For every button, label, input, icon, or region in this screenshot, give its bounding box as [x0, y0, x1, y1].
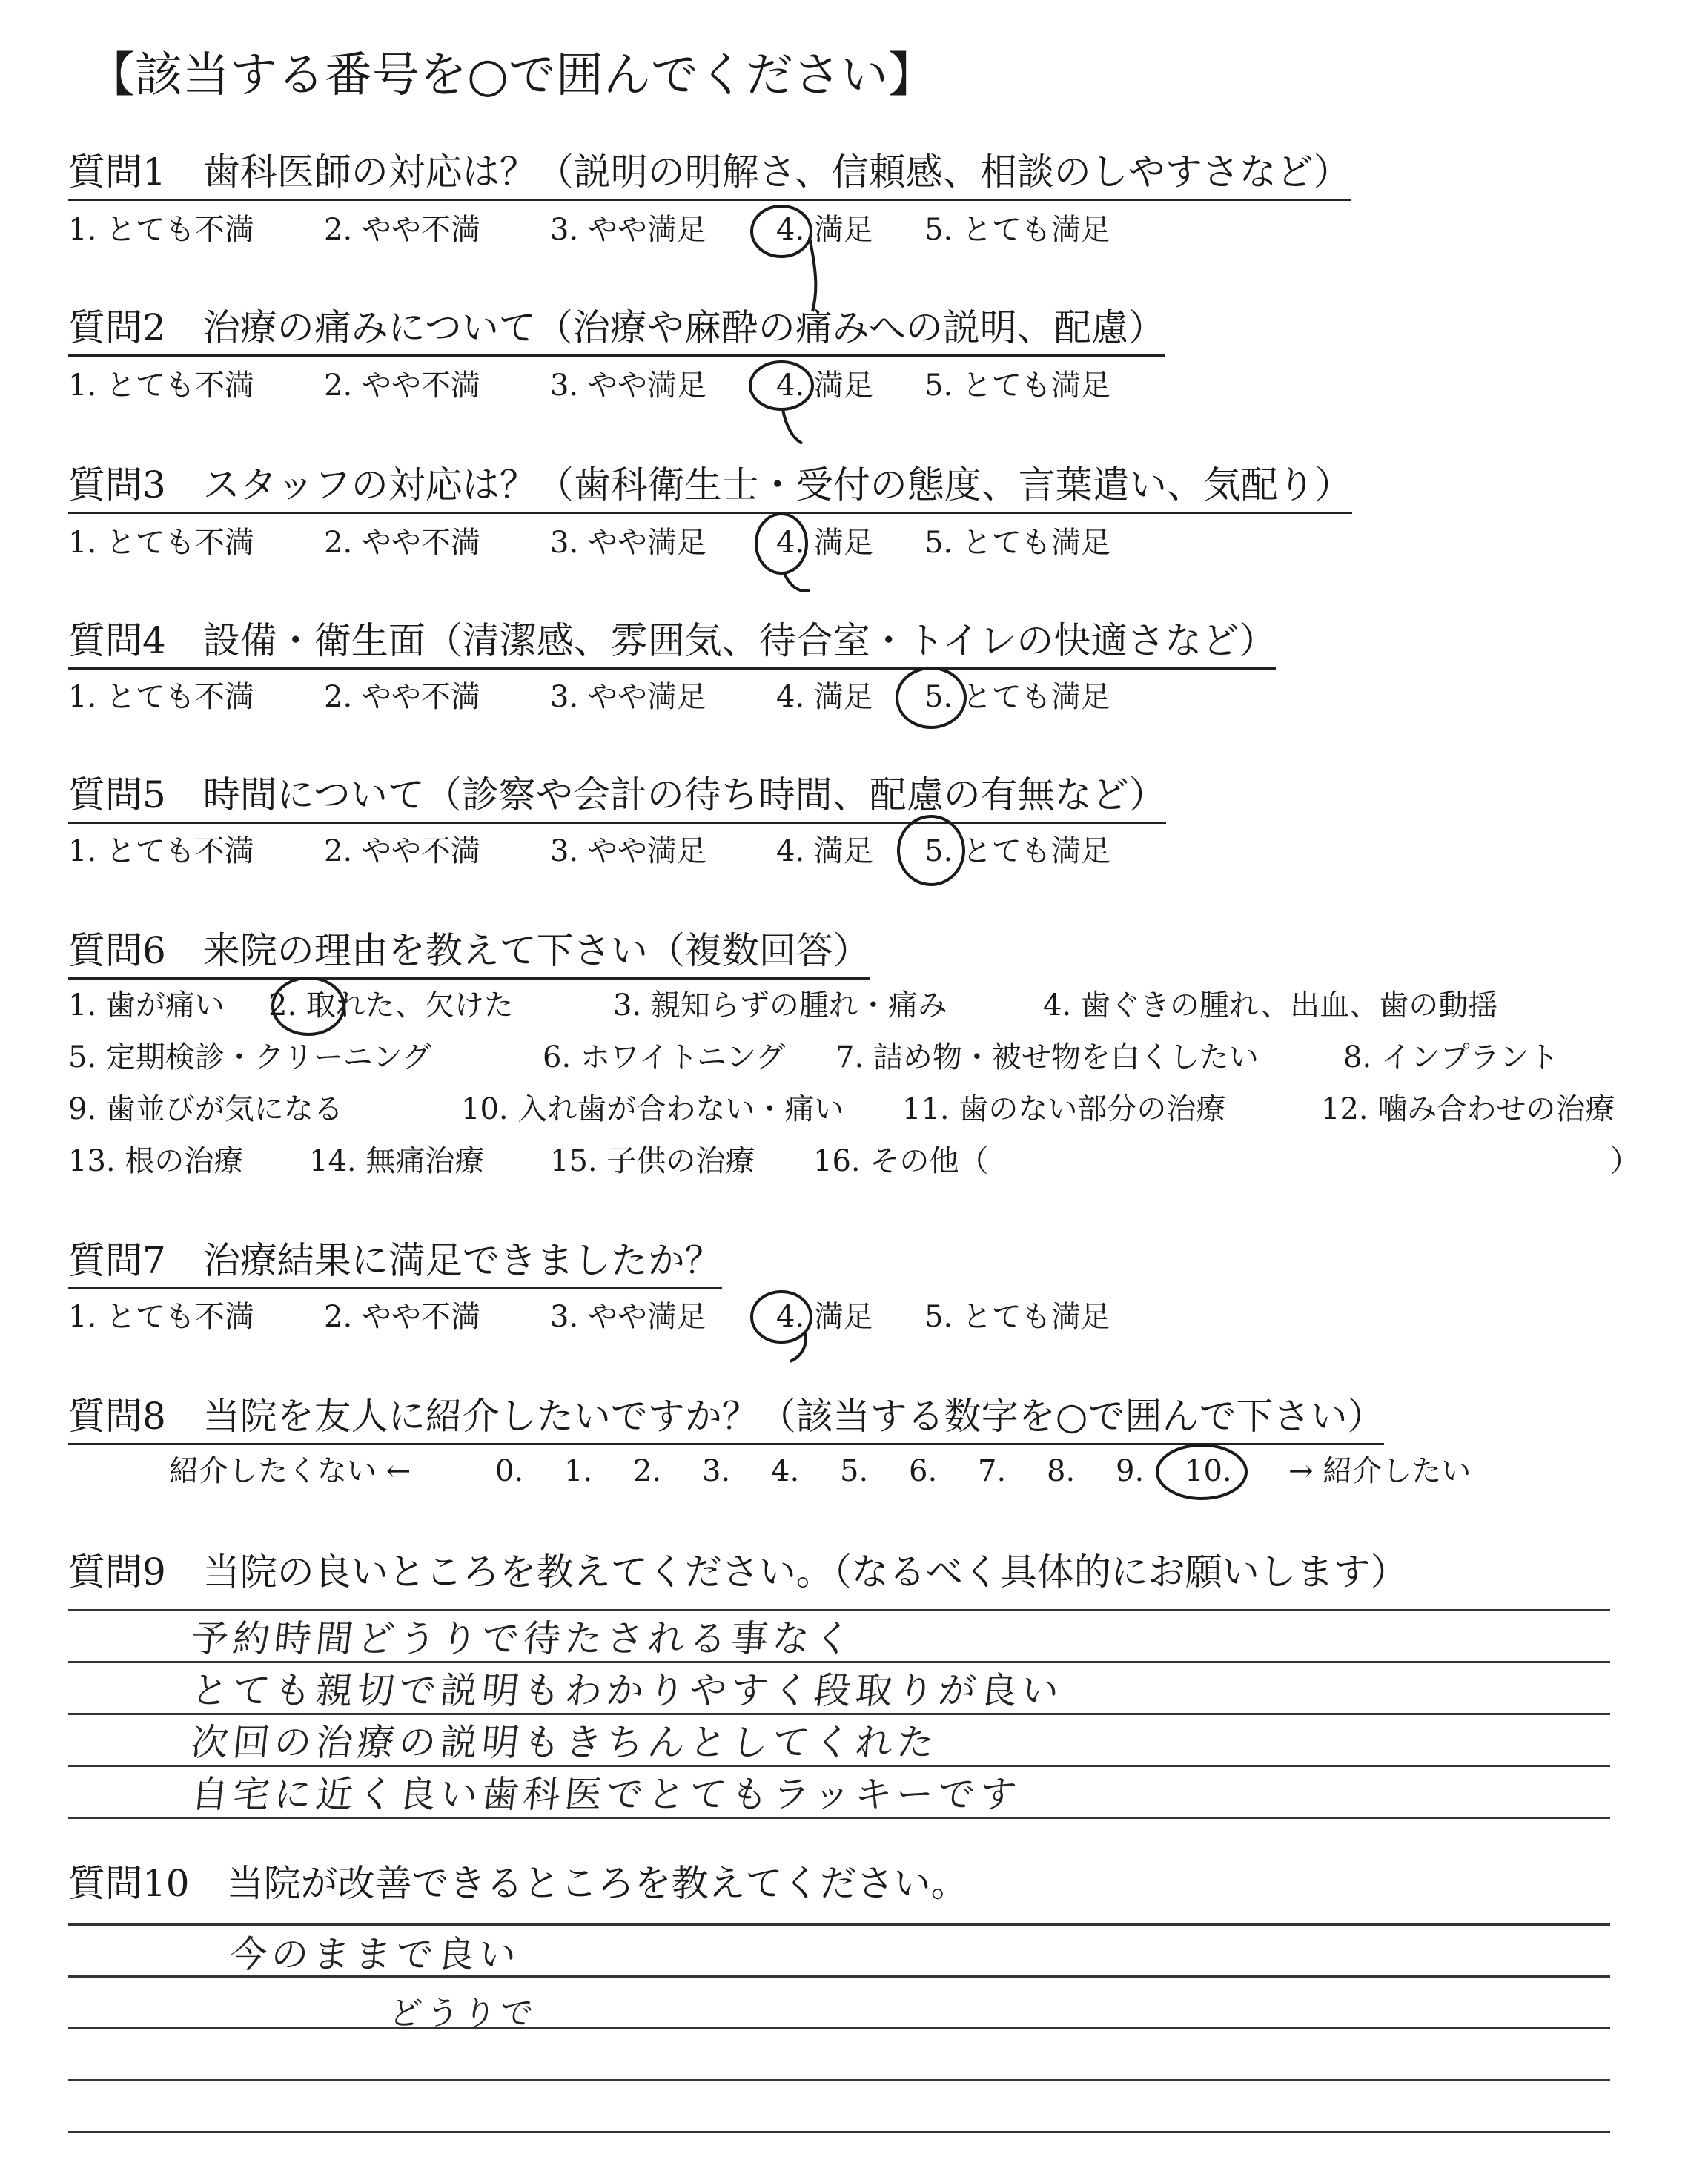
question-5-options: [68, 830, 1110, 872]
q10-answer-line-1: [68, 1923, 1610, 1926]
q6-option-14[interactable]: 14. 無痛治療: [309, 1144, 485, 1178]
q4-option-4[interactable]: 4. 満足: [776, 680, 873, 714]
q1-option-4[interactable]: 4. 満足: [776, 213, 873, 247]
q3-option-4[interactable]: 4. 満足: [776, 526, 873, 560]
question-5-label: 質問5 時間について（診察や会計の待ち時間、配慮の有無など）: [68, 771, 1166, 824]
q6-other-close: ）: [1610, 1144, 1640, 1178]
q8-right-label: → 紹介したい: [1288, 1454, 1472, 1488]
q6-option-6[interactable]: 6. ホワイトニング: [543, 1040, 786, 1074]
q10-answer-line-5: [68, 2131, 1610, 2133]
q7-option-4[interactable]: 4. 満足: [776, 1300, 873, 1334]
q8-score-8[interactable]: 8.: [1047, 1454, 1076, 1488]
q10-answer-line-4: [68, 2079, 1610, 2081]
q6-option-11[interactable]: 11. 歯のない部分の治療: [902, 1092, 1226, 1126]
question-7-label: 質問7 治療結果に満足できましたか？: [68, 1237, 722, 1289]
q1-option-5[interactable]: 5. とても満足: [924, 213, 1110, 247]
q8-score-6[interactable]: 6.: [909, 1454, 938, 1488]
q5-option-3[interactable]: 3. やや満足: [550, 834, 706, 868]
q8-left-label: 紹介したくない ←: [169, 1454, 411, 1488]
q6-option-9[interactable]: 9. 歯並びが気になる: [68, 1092, 343, 1126]
q5-option-1[interactable]: 1. とても不満: [68, 834, 254, 868]
question-3-options: [68, 522, 1110, 564]
q8-score-4[interactable]: 4.: [771, 1454, 800, 1488]
q2-option-5[interactable]: 5. とても満足: [924, 369, 1110, 403]
question-10-label: 質問10 当院が改善できるところを教えてください。: [68, 1862, 968, 1905]
question-1-label: 質問1 歯科医師の対応は？（説明の明解さ、信頼感、相談のしやすさなど）: [68, 148, 1351, 201]
q8-score-0[interactable]: 0.: [495, 1454, 524, 1488]
q9-handwritten-3: 次回の治療の説明もきちんとしてくれた: [188, 1721, 941, 1764]
q6-option-16[interactable]: 16. その他（: [813, 1144, 989, 1178]
q7-option-1[interactable]: 1. とても不満: [68, 1300, 254, 1334]
q10-handwritten-1: 今のままで良い: [227, 1933, 523, 1976]
q10-answer-line-3: [68, 2027, 1610, 2029]
question-4-options: [68, 676, 1110, 718]
q6-option-5[interactable]: 5. 定期検診・クリーニング: [68, 1040, 432, 1074]
q6-option-4[interactable]: 4. 歯ぐきの腫れ、出血、歯の動揺: [1043, 988, 1498, 1023]
q9-handwritten-2: とても親切で説明もわかりやすく段取りが良い: [188, 1669, 1066, 1712]
q1-option-1[interactable]: 1. とても不満: [68, 213, 254, 247]
q1-option-3[interactable]: 3. やや満足: [550, 213, 706, 247]
question-4-label: 質問4 設備・衛生面（清潔感、雰囲気、待合室・トイレの快適さなど）: [68, 617, 1276, 670]
q6-row-2: [68, 1037, 1559, 1078]
q8-score-3[interactable]: 3.: [702, 1454, 731, 1488]
q9-answer-line-2: [68, 1661, 1610, 1663]
page-title: 【該当する番号を○で囲んでください】: [87, 48, 936, 103]
q3-option-5[interactable]: 5. とても満足: [924, 526, 1110, 560]
q9-answer-line-3: [68, 1713, 1610, 1715]
q10-handwritten-2: どうりで: [387, 1995, 540, 2032]
q9-answer-line-1: [68, 1609, 1610, 1611]
q6-option-2[interactable]: 2. 取れた、欠けた: [268, 988, 514, 1023]
question-2-label: 質問2 治療の痛みについて（治療や麻酔の痛みへの説明、配慮）: [68, 304, 1165, 357]
q2-option-4[interactable]: 4. 満足: [776, 369, 873, 403]
q8-score-9[interactable]: 9.: [1116, 1454, 1145, 1488]
q6-row-1: [68, 985, 1497, 1026]
q2-option-2[interactable]: 2. やや不満: [324, 369, 480, 403]
q6-option-7[interactable]: 7. 詰め物・被せ物を白くしたい: [835, 1040, 1259, 1074]
q9-answer-line-4: [68, 1765, 1610, 1767]
q8-score-5[interactable]: 5.: [840, 1454, 869, 1488]
q7-option-2[interactable]: 2. やや不満: [324, 1300, 480, 1334]
q6-row-4: [68, 1140, 988, 1182]
q8-scale-row: [169, 1450, 1471, 1492]
q5-option-4[interactable]: 4. 満足: [776, 834, 873, 868]
question-6-label: 質問6 来院の理由を教えて下さい（複数回答）: [68, 927, 870, 980]
q8-score-2[interactable]: 2.: [633, 1454, 662, 1488]
q7-option-3[interactable]: 3. やや満足: [550, 1300, 706, 1334]
question-8-label: 質問8 当院を友人に紹介したいですか？（該当する数字を○で囲んで下さい）: [68, 1393, 1384, 1445]
question-9-label: 質問9 当院の良いところを教えてください。（なるべく具体的にお願いします）: [68, 1550, 1408, 1593]
q8-score-10[interactable]: 10.: [1185, 1454, 1232, 1488]
question-1-options: [68, 209, 1110, 251]
q5-option-2[interactable]: 2. やや不満: [324, 834, 480, 868]
q6-option-15[interactable]: 15. 子供の治療: [550, 1144, 755, 1178]
q6-option-8[interactable]: 8. インプラント: [1343, 1040, 1559, 1074]
q6-option-1[interactable]: 1. 歯が痛い: [68, 988, 225, 1023]
q2-option-1[interactable]: 1. とても不満: [68, 369, 254, 403]
q7-option-5[interactable]: 5. とても満足: [924, 1300, 1110, 1334]
q6-option-10[interactable]: 10. 入れ歯が合わない・痛い: [461, 1092, 844, 1126]
q4-option-3[interactable]: 3. やや満足: [550, 680, 706, 714]
q6-option-3[interactable]: 3. 親知らずの腫れ・痛み: [613, 988, 947, 1023]
q6-option-13[interactable]: 13. 根の治療: [68, 1144, 244, 1178]
question-7-options: [68, 1296, 1110, 1338]
q9-handwritten-4: 自宅に近く良い歯科医でとてもラッキーです: [188, 1773, 1024, 1816]
q6-option-12[interactable]: 12. 噛み合わせの治療: [1321, 1092, 1615, 1126]
question-2-options: [68, 365, 1110, 406]
q4-option-5[interactable]: 5. とても満足: [924, 680, 1110, 714]
q3-option-2[interactable]: 2. やや不満: [324, 526, 480, 560]
q8-score-1[interactable]: 1.: [564, 1454, 593, 1488]
q8-score-7[interactable]: 7.: [978, 1454, 1007, 1488]
q1-option-2[interactable]: 2. やや不満: [324, 213, 480, 247]
q9-answer-line-5: [68, 1817, 1610, 1819]
q3-option-3[interactable]: 3. やや満足: [550, 526, 706, 560]
q6-row-3: [68, 1089, 1615, 1130]
q9-handwritten-1: 予約時間どうりで待たされる事なく: [188, 1617, 858, 1660]
q3-option-1[interactable]: 1. とても不満: [68, 526, 254, 560]
q5-option-5[interactable]: 5. とても満足: [924, 834, 1110, 868]
q2-option-3[interactable]: 3. やや満足: [550, 369, 706, 403]
question-3-label: 質問3 スタッフの対応は？（歯科衛生士・受付の態度、言葉遣い、気配り）: [68, 461, 1352, 514]
q4-option-1[interactable]: 1. とても不満: [68, 680, 254, 714]
q4-option-2[interactable]: 2. やや不満: [324, 680, 480, 714]
